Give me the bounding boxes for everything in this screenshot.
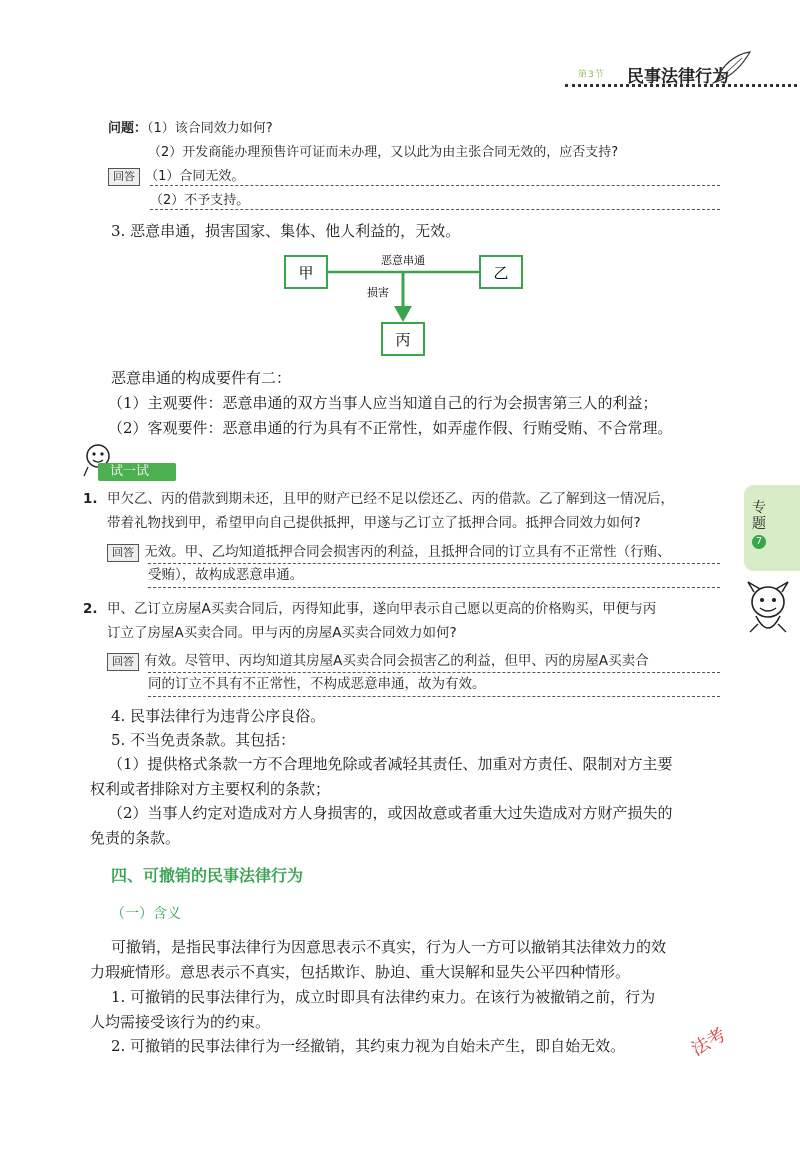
elements-intro: 恶意串通的构成要件有二： <box>111 369 292 387</box>
element-1: （1）主观要件：恶意串通的双方当事人应当知道自己的行为会损害第三人的利益； <box>108 394 658 412</box>
answer-2: （2）不予支持。 <box>150 193 250 208</box>
try-1-answer <box>107 541 671 562</box>
try-2-answer-line-1: 有效。尽管甲、丙均知道其房屋A买卖合同会损害乙的利益，但甲、丙的房屋A买卖合 <box>144 653 649 669</box>
answer-badge: 回答 <box>107 544 139 562</box>
item-5: 5. 不当免责条款。其包括： <box>111 731 296 749</box>
try-2-answer-line-2: 同的订立不具有不正常性，不构成恶意串通，故为有效。 <box>148 676 486 692</box>
running-header-title: 民事法律行为 <box>627 67 729 87</box>
answer-badge: 回答 <box>107 653 139 671</box>
answer-rule <box>148 696 720 697</box>
try-2-line-1: 甲、乙订立房屋A买卖合同后，丙得知此事，遂向甲表示自己愿以更高的价格购买，甲便与丙 <box>107 601 657 617</box>
answer-rule <box>148 587 720 588</box>
item-5-2-line-2: 免责的条款。 <box>90 829 181 847</box>
header-dotted-rule <box>565 84 797 87</box>
try-2-line-2: 订立了房屋A买卖合同。甲与丙的房屋A买卖合同效力如何? <box>107 625 457 641</box>
leaf-icon <box>712 50 752 86</box>
question-label: 问题： <box>108 121 148 136</box>
stamp-watermark: 法考 <box>687 1024 730 1061</box>
item-5-1-line-2: 权利或者排除对方主要权利的条款； <box>90 780 331 798</box>
node-c-label: 丙 <box>395 331 411 349</box>
try-1-answer-line-1: 无效。甲、乙均知道抵押合同会损害丙的利益，且抵押合同的订立具有不正常性（行贿、 <box>144 544 671 560</box>
arrow-head <box>394 306 412 322</box>
node-a-label: 甲 <box>298 264 314 282</box>
point-1-line-2: 人均需接受该行为的约束。 <box>90 1013 271 1031</box>
item-4: 4. 民事法律行为违背公序良俗。 <box>111 707 326 725</box>
element-2: （2）客观要件：恶意串通的行为具有不正常性，如弄虚作假、行贿受贿、不合常理。 <box>108 419 673 437</box>
try-2-answer <box>107 650 649 671</box>
chapter-tag: 第3节 <box>578 70 605 80</box>
try-2-number: 2. <box>83 601 98 617</box>
try-1-line-1: 甲欠乙、丙的借款到期未还，且甲的财产已经不足以偿还乙、丙的借款。乙了解到这一情况后， <box>107 491 674 507</box>
question-block <box>108 117 273 136</box>
cartoon-character-icon <box>740 580 796 640</box>
node-b-label: 乙 <box>493 264 509 282</box>
definition-line-1: 可撤销，是指民事法律行为因意思表示不真实，行为人一方可以撤销其法律效力的效 <box>111 938 667 956</box>
answer-badge: 回答 <box>108 168 140 186</box>
try-1-answer-line-2: 受贿），故构成恶意串通。 <box>148 567 304 583</box>
item-5-1-line-1: （1）提供格式条款一方不合理地免除或者减轻其责任、加重对方责任、限制对方主要 <box>108 755 673 773</box>
try-1-number: 1. <box>83 491 98 507</box>
answer-rule <box>150 209 720 210</box>
edge-top-label: 恶意串通 <box>381 254 425 267</box>
section-heading: 四、可撤销的民事法律行为 <box>111 866 304 885</box>
edge-down-label: 损害 <box>367 286 389 299</box>
item-5-2-line-1: （2）当事人约定对造成对方人身损害的，或因故意或者重大过失造成对方财产损失的 <box>108 804 673 822</box>
subsection-heading: （一）含义 <box>111 906 181 922</box>
answer-1: （1）合同无效。 <box>145 169 245 184</box>
answer-rule <box>150 185 720 186</box>
side-tab-label: 专题 <box>752 500 766 532</box>
point-2: 2. 可撤销的民事法律行为一经撤销，其约束力视为自始未产生，即自始无效。 <box>111 1037 626 1055</box>
collusion-diagram <box>280 248 530 360</box>
side-tab-number: 7 <box>752 535 766 549</box>
answer-row-1 <box>108 165 244 186</box>
answer-rule <box>148 672 720 673</box>
item-3: 3. 恶意串通，损害国家、集体、他人利益的，无效。 <box>111 222 461 240</box>
point-1-line-1: 1. 可撤销的民事法律行为，成立时即具有法律约束力。在该行为被撤销之前，行为 <box>111 988 656 1006</box>
question-2: （2）开发商能办理预售许可证而未办理，又以此为由主张合同无效的，应否支持? <box>148 145 619 160</box>
answer-rule <box>148 563 720 564</box>
try-it-label: 试一试 <box>110 464 150 479</box>
definition-line-2: 力瑕疵情形。意思表示不真实，包括欺诈、胁迫、重大误解和显失公平四种情形。 <box>90 963 631 981</box>
question-1: （1）该合同效力如何? <box>147 121 273 136</box>
try-1-line-2: 带着礼物找到甲，希望甲向自己提供抵押，甲遂与乙订立了抵押合同。抵押合同效力如何? <box>107 515 641 531</box>
